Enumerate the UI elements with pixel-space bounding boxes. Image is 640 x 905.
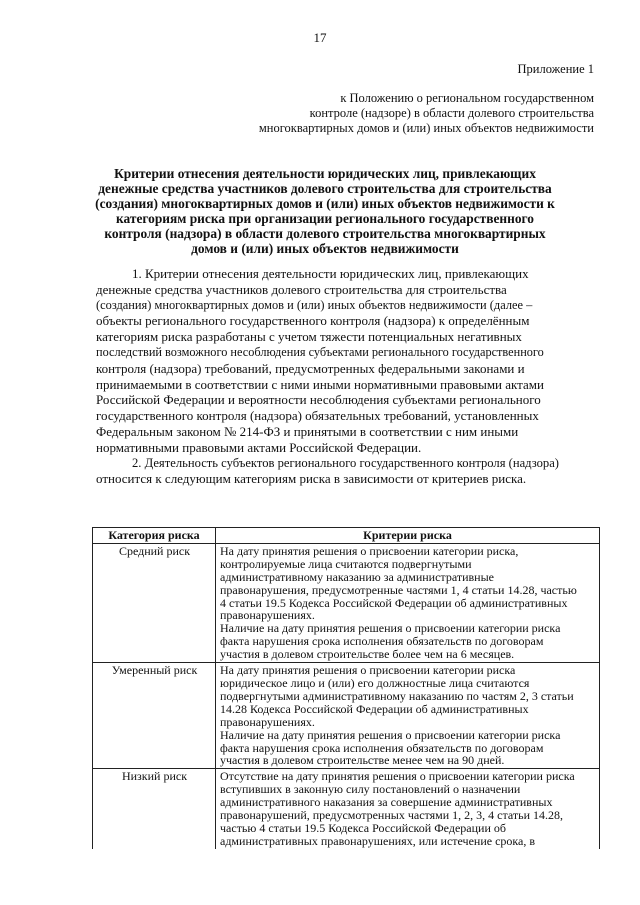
- criteria-line: административных правонарушениях, или истечение срока, в: [220, 833, 536, 848]
- title-line: Критерии отнесения деятельности юридических лиц, привлекающих: [114, 166, 536, 181]
- paragraph-line: Российской Федерации и вероятности несоблюдения субъектами регионального: [96, 392, 541, 408]
- risk-criteria-cell: [216, 663, 600, 769]
- appendix-line: многоквартирных домов и (или) иных объектов недвижимости: [258, 121, 594, 135]
- criteria-line: подвергнутыми административному наказанию по частям 2, 3 статьи: [220, 688, 574, 703]
- paragraph-1: [96, 266, 596, 456]
- criteria-line: частью 4 статьи 19.5 Кодекса Российской Федерации об: [220, 820, 506, 835]
- paragraph-line: относится к следующим категориям риска в зависимости от критериев риска.: [96, 471, 527, 487]
- risk-category-cell: Средний риск: [93, 543, 216, 662]
- title-line: контроля (надзора) в области долевого строительства многоквартирных: [104, 226, 546, 241]
- page-number: 17: [313, 30, 327, 45]
- column-header-category: Категория риска: [93, 528, 216, 544]
- criteria-line: Наличие на дату принятия решения о присвоении категории риска: [220, 727, 561, 742]
- appendix-line: контроле (надзоре) в области долевого строительства: [309, 106, 594, 120]
- criteria-line: правонарушениях.: [220, 608, 315, 623]
- paragraph-line: последствий возможного несоблюдения субъектами регионального государственного: [96, 344, 544, 359]
- table-header-row: [93, 528, 600, 544]
- risk-criteria-cell: [216, 543, 600, 662]
- risk-category-cell: Низкий риск: [93, 769, 216, 849]
- criteria-line: На дату принятия решения о присвоении категории риска: [220, 663, 516, 678]
- table-row: [93, 543, 600, 662]
- appendix-label: Приложение 1: [517, 62, 594, 76]
- criteria-line: 14.28 Кодекса Российской Федерации об административных: [220, 701, 529, 716]
- criteria-line: административному наказанию за административные: [220, 569, 494, 584]
- paragraph-line: государственного контроля (надзора) обязательных требований, установленных: [96, 408, 539, 424]
- title-line: категориям риска при организации регионального государственного: [116, 211, 534, 226]
- column-header-criteria: Критерии риска: [216, 528, 600, 544]
- criteria-line: вступивших в законную силу постановлений о назначении: [220, 782, 521, 797]
- risk-criteria-table: [92, 527, 600, 849]
- criteria-line: участия в долевом строительстве более чем на 6 месяцев.: [220, 647, 515, 662]
- paragraph-line: принимаемыми в соответствии с ними иными нормативными правовыми актами: [96, 376, 544, 392]
- criteria-line: Наличие на дату принятия решения о присвоении категории риска: [220, 621, 561, 636]
- risk-criteria-cell: [216, 769, 600, 849]
- paragraph-line: нормативными правовыми актами Российской Федерации.: [96, 439, 422, 455]
- paragraph-line: 2. Деятельность субъектов регионального государственного контроля (надзора): [132, 455, 559, 470]
- document-body: [96, 266, 596, 487]
- paragraph-line: денежные средства участников долевого строительства для строительства: [96, 281, 507, 297]
- criteria-line: правонарушений, предусмотренных частями 1, 2, 3, 4 статьи 14.28,: [220, 808, 564, 823]
- title-line: (создания) многоквартирных домов и (или) иных объектов недвижимости к: [95, 196, 555, 211]
- criteria-line: административного наказания за совершение административных: [220, 795, 553, 810]
- appendix-line: к Положению о региональном государственном: [340, 91, 594, 105]
- criteria-line: Отсутствие на дату принятия решения о присвоении категории риска: [220, 769, 575, 784]
- criteria-line: контролируемые лица считаются подвергнутыми: [220, 556, 472, 571]
- paragraph-line: объекты регионального государственного контроля (надзора) к определённым: [96, 313, 530, 329]
- criteria-line: факта нарушения срока исполнения обязательств по договорам: [220, 634, 544, 649]
- paragraph-line: Федеральным законом № 214-ФЗ и принятыми в соответствии с ним иными: [96, 423, 519, 439]
- document-title: [90, 166, 560, 256]
- paragraph-line: категориям риска разработаны с учетом тяжести потенциальных негативных: [96, 329, 522, 345]
- appendix-header: [259, 62, 594, 136]
- paragraph-line: 1. Критерии отнесения деятельности юридических лиц, привлекающих: [132, 266, 529, 281]
- criteria-line: правонарушениях.: [220, 714, 315, 729]
- title-line: денежные средства участников долевого строительства для строительства: [98, 181, 552, 196]
- criteria-line: На дату принятия решения о присвоении категории риска,: [220, 543, 519, 558]
- criteria-line: факта нарушения срока исполнения обязательств по договорам: [220, 740, 544, 755]
- criteria-line: правонарушения, предусмотренные частями 1, 4 статьи 14.28, частью: [220, 582, 577, 597]
- criteria-line: 4 статьи 19.5 Кодекса Российской Федерации об административных: [220, 595, 568, 610]
- table-row: [93, 769, 600, 849]
- paragraph-2: [96, 456, 596, 488]
- risk-category-cell: Умеренный риск: [93, 663, 216, 769]
- criteria-line: участия в долевом строительстве менее чем на 90 дней.: [220, 753, 505, 768]
- table-row: [93, 663, 600, 769]
- title-line: домов и (или) иных объектов недвижимости: [191, 241, 459, 256]
- paragraph-line: контроля (надзора) требований, предусмотренных федеральными законами и: [96, 360, 525, 376]
- criteria-line: юридическое лицо и (или) его должностные лица считаются: [220, 675, 530, 690]
- paragraph-line: (создания) многоквартирных домов и (или) иных объектов недвижимости (далее –: [96, 297, 533, 312]
